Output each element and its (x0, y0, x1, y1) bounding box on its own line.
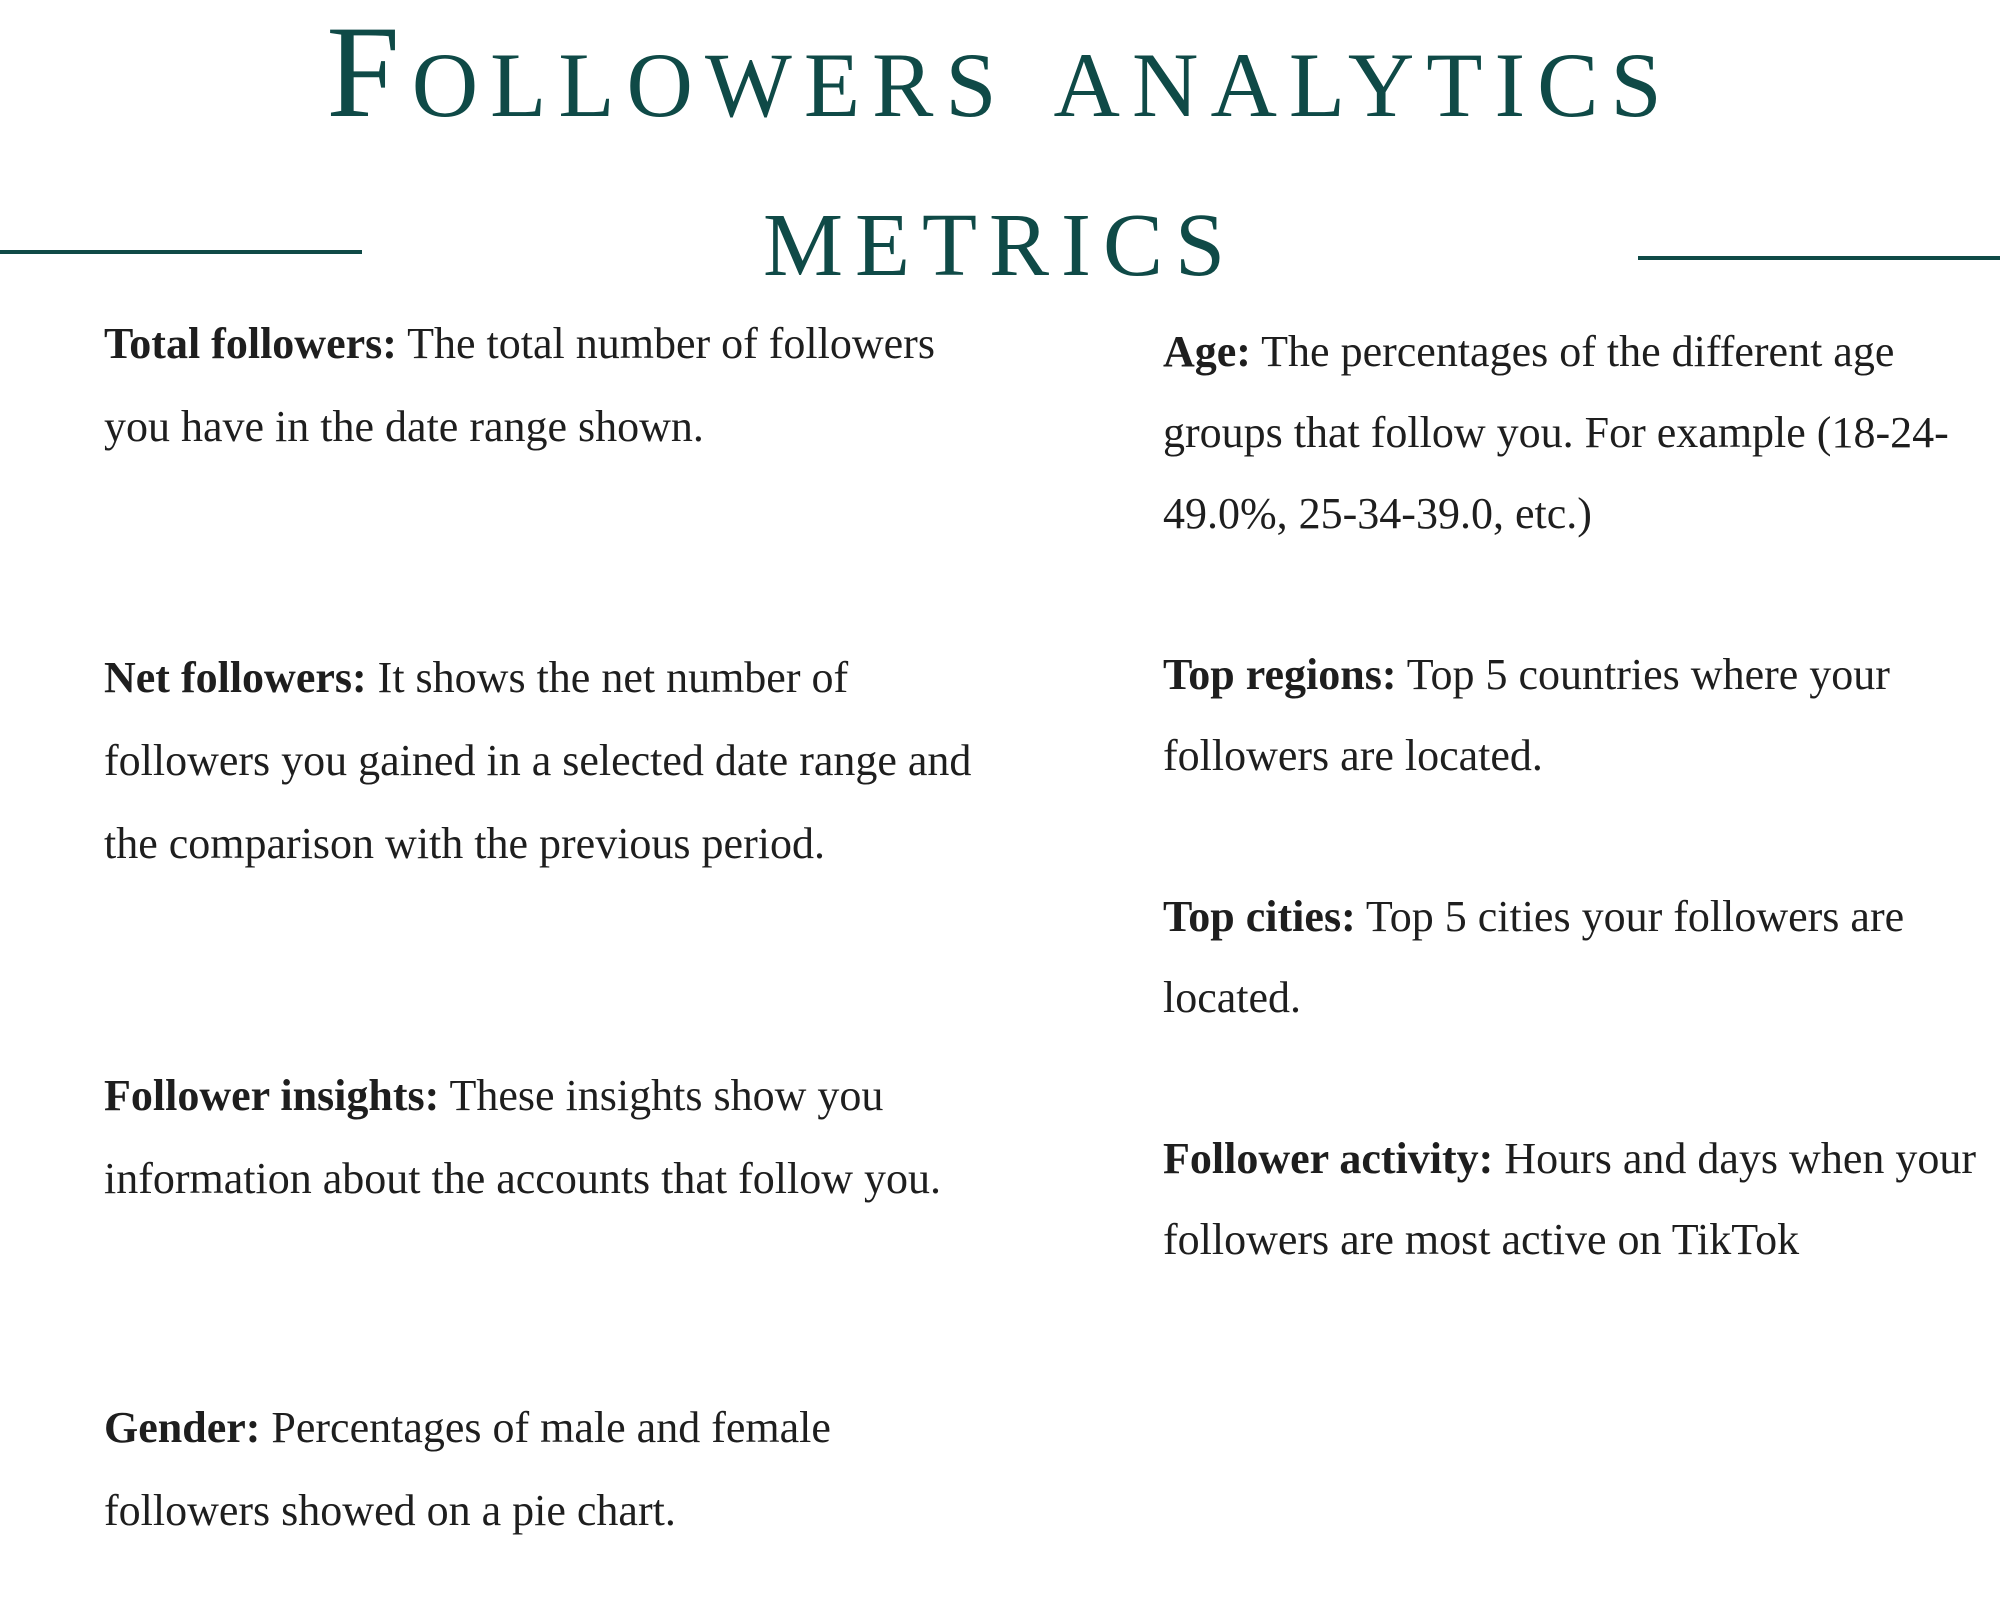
page-title-line-2: metrics (762, 161, 1238, 303)
metric-gender (104, 1386, 974, 1552)
metric-term: Follower insights: (104, 1071, 440, 1120)
metric-description: Percentages of male and female followers showed on a pie chart. (104, 1403, 831, 1535)
metric-term: Total followers: (104, 319, 397, 368)
metric-follower-activity (1163, 1118, 1993, 1280)
metric-description: Top 5 cities your followers are located. (1163, 892, 1905, 1022)
metric-description: Top 5 countries where your followers are located. (1163, 650, 1890, 780)
title-divider-left (0, 250, 362, 254)
metric-term: Net followers: (104, 653, 367, 702)
metric-term: Gender: (104, 1403, 261, 1452)
metric-description: Hours and days when your followers are most active on TikTok (1163, 1134, 1977, 1264)
metric-description: The total number of followers you have in the date range shown. (104, 319, 935, 451)
page-title-line-1: Followers analytics (326, 0, 1674, 145)
metric-description: The percentages of the different age groups that follow you. For example (18-24-49.0%, 25-34-39.0, etc.) (1163, 327, 1949, 538)
metric-top-regions (1163, 634, 1993, 796)
metric-top-cities (1163, 876, 1993, 1038)
metric-description: It shows the net number of followers you gained in a selected date range and the comparison with the previous period. (104, 653, 972, 868)
metric-follower-insights (104, 1054, 974, 1220)
metric-term: Age: (1163, 327, 1251, 376)
metric-term: Follower activity: (1163, 1134, 1494, 1183)
metric-total-followers (104, 302, 974, 468)
title-divider-right (1638, 256, 2000, 260)
metric-term: Top cities: (1163, 892, 1356, 941)
metric-term: Top regions: (1163, 650, 1397, 699)
metric-description: These insights show you information about the accounts that follow you. (104, 1071, 942, 1203)
metric-net-followers (104, 636, 974, 885)
metric-age (1163, 311, 1993, 554)
